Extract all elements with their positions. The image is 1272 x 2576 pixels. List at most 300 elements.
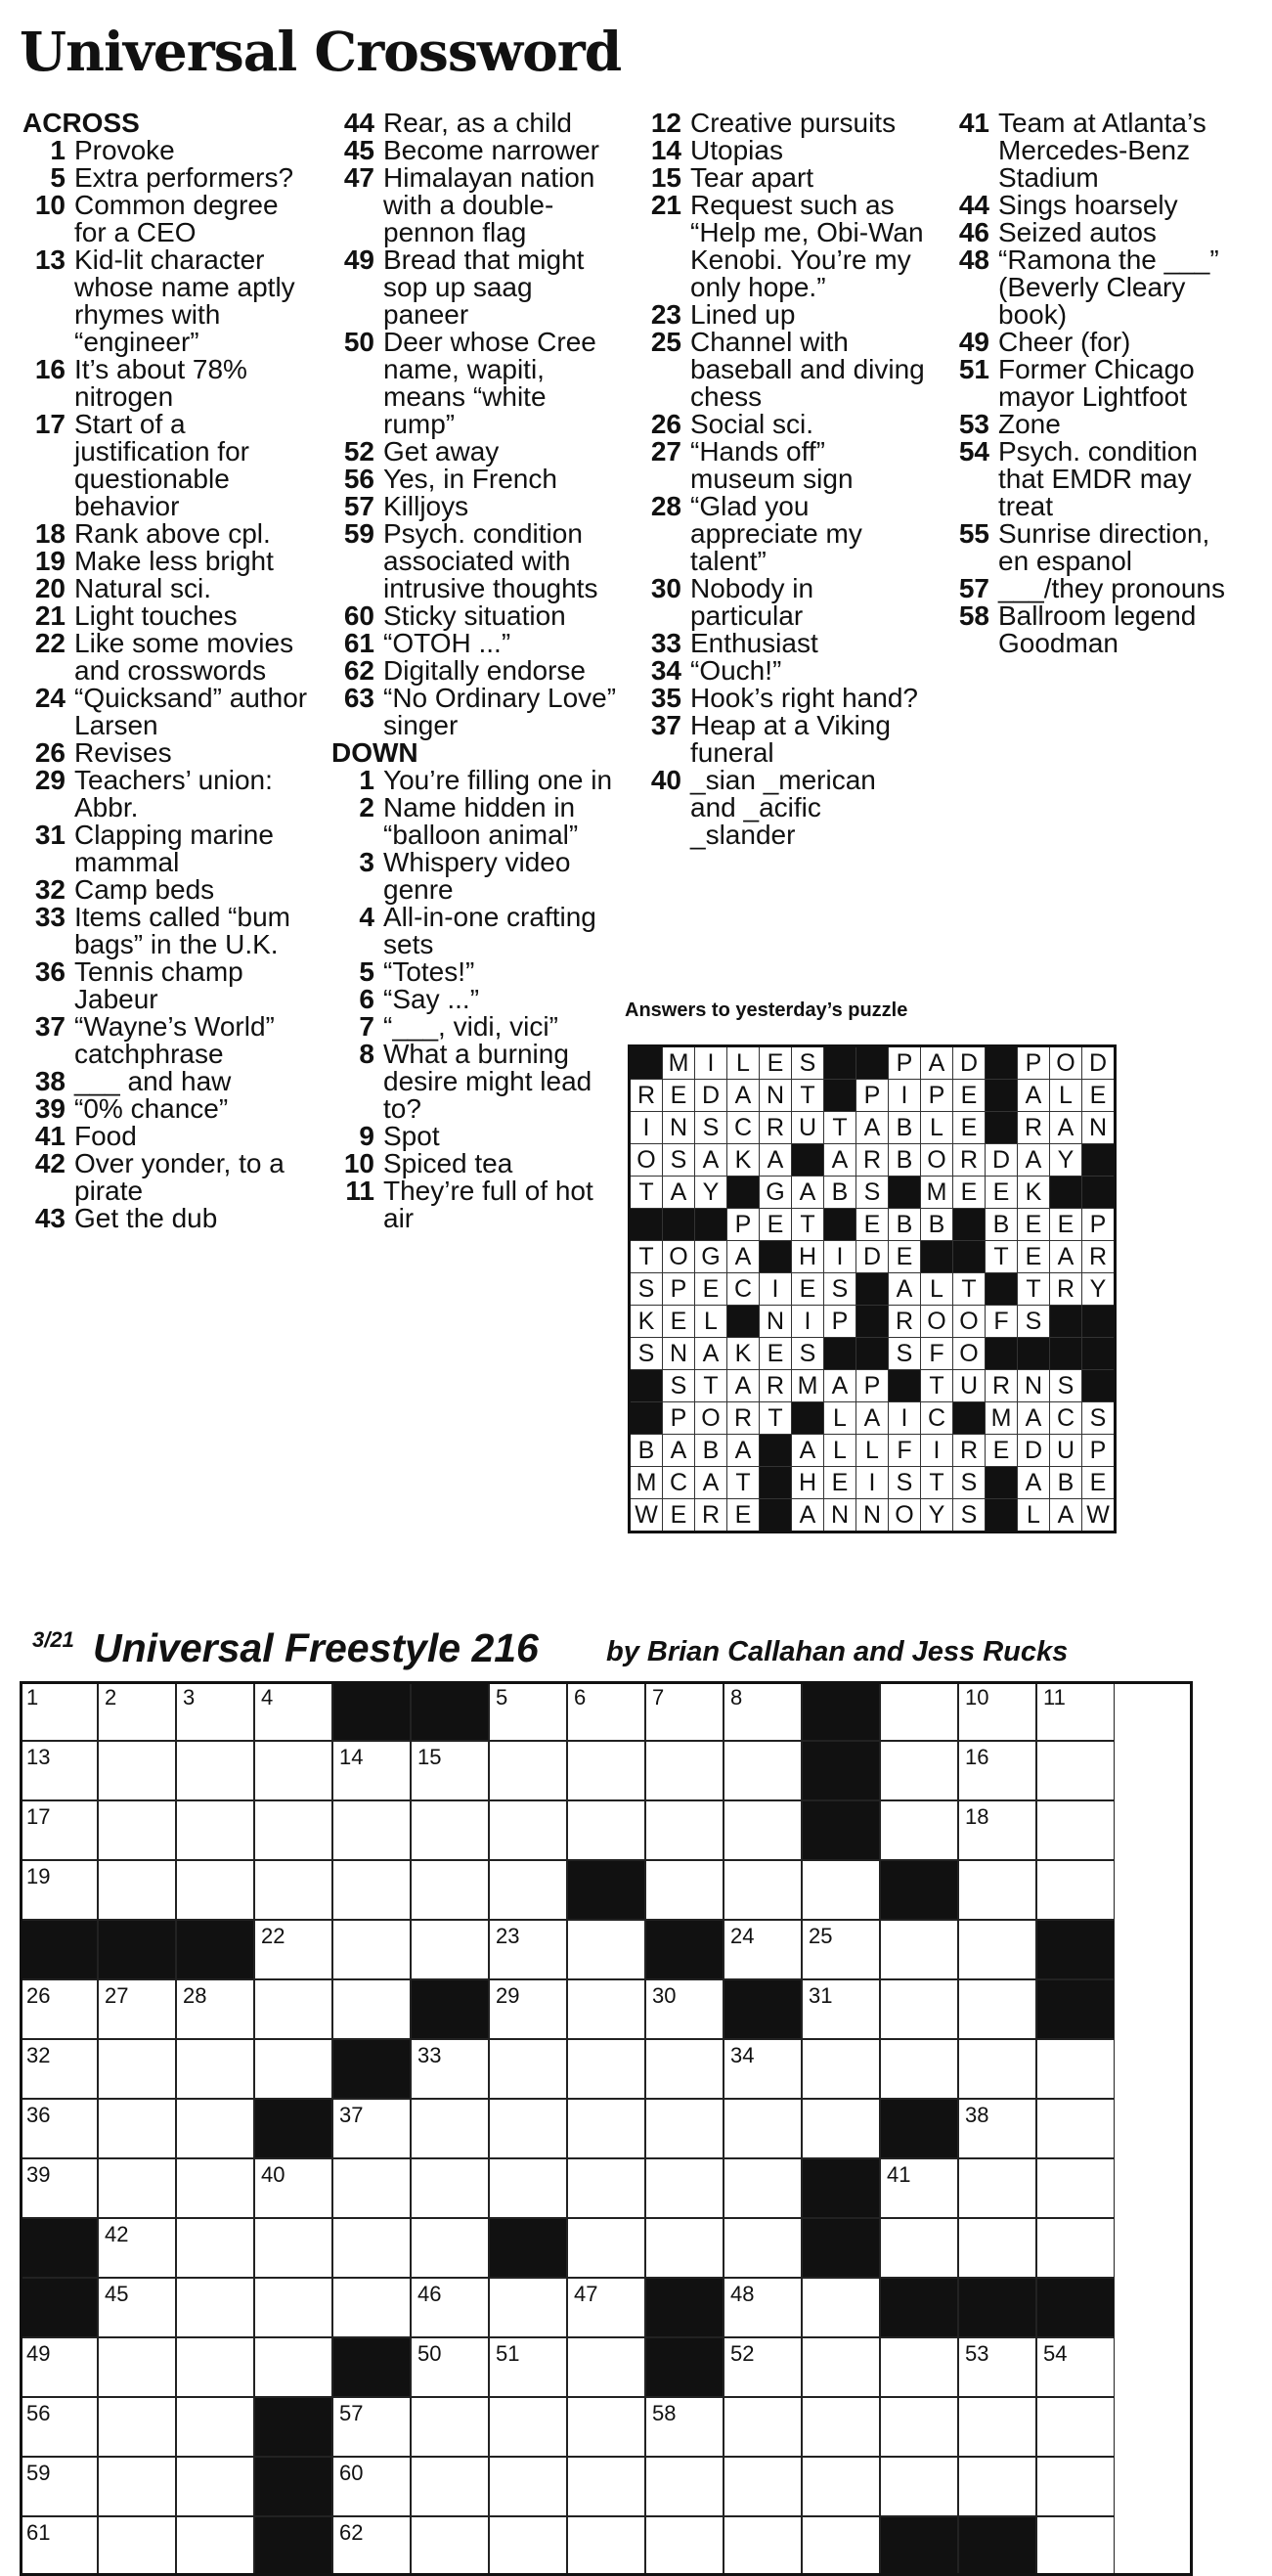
grid-cell[interactable] <box>489 2099 567 2158</box>
answers-row <box>630 1499 1116 1532</box>
grid-cell[interactable] <box>958 2039 1036 2099</box>
grid-cell[interactable] <box>802 1979 880 2039</box>
grid-cell[interactable] <box>20 1741 98 1800</box>
grid-cell[interactable] <box>411 1800 489 1860</box>
answers-block-cell <box>953 1209 986 1241</box>
answers-letter-cell: R <box>760 1370 792 1402</box>
clue-text: Start of a justification for questionable behavior <box>74 409 249 521</box>
clue-number: 38 <box>34 1066 66 1096</box>
grid-cell[interactable] <box>567 2516 645 2576</box>
grid-cell[interactable] <box>489 2337 567 2397</box>
grid-cell[interactable] <box>411 2457 489 2516</box>
clue <box>20 137 313 164</box>
grid-cell[interactable] <box>1036 2218 1115 2278</box>
grid-cell[interactable] <box>98 2337 176 2397</box>
grid-cell[interactable] <box>567 2099 645 2158</box>
grid-cell[interactable] <box>176 2218 254 2278</box>
grid-cell[interactable] <box>20 2337 98 2397</box>
answers-letter-cell: B <box>921 1209 953 1241</box>
grid-cell[interactable] <box>176 2397 254 2457</box>
answers-block-cell <box>986 1338 1018 1370</box>
grid-cell[interactable] <box>20 1860 98 1920</box>
grid-cell[interactable] <box>489 1800 567 1860</box>
answers-letter-cell: L <box>921 1112 953 1144</box>
grid-cell[interactable] <box>489 2039 567 2099</box>
grid-cell[interactable] <box>958 2158 1036 2218</box>
grid-cell[interactable] <box>254 1860 332 1920</box>
grid-cell[interactable] <box>645 2099 724 2158</box>
answers-letter-cell: N <box>663 1338 695 1370</box>
grid-cell[interactable] <box>20 1979 98 2039</box>
grid-cell[interactable] <box>567 2039 645 2099</box>
grid-cell[interactable] <box>332 2099 411 2158</box>
answers-letter-cell: N <box>1082 1112 1116 1144</box>
clue-text: Rear, as a child <box>383 108 572 138</box>
grid-cell[interactable] <box>645 2457 724 2516</box>
grid-cell[interactable] <box>645 2039 724 2099</box>
black-square <box>254 2099 332 2158</box>
grid-cell[interactable] <box>958 1979 1036 2039</box>
grid-cell[interactable] <box>332 1800 411 1860</box>
grid-cell[interactable] <box>567 1741 645 1800</box>
grid-cell[interactable] <box>1036 2337 1115 2397</box>
cell-number: 50 <box>417 2341 442 2366</box>
grid-cell[interactable] <box>645 2158 724 2218</box>
clue-number: 41 <box>958 108 989 138</box>
grid-cell[interactable] <box>411 1860 489 1920</box>
clue-text: Request such as “Help me, Obi-Wan Kenobi. You’re my only hope.” <box>690 190 924 302</box>
grid-cell[interactable] <box>645 1681 724 1741</box>
grid-cell[interactable] <box>98 1681 176 1741</box>
answers-block-cell <box>630 1046 663 1080</box>
grid-cell[interactable] <box>254 2337 332 2397</box>
grid-cell[interactable] <box>20 2457 98 2516</box>
grid-cell[interactable] <box>20 2397 98 2457</box>
cell-number: 62 <box>339 2520 364 2545</box>
answers-letter-cell: Y <box>921 1499 953 1532</box>
grid-cell[interactable] <box>724 2218 802 2278</box>
cell-number: 10 <box>965 1685 989 1710</box>
grid-cell[interactable] <box>724 2158 802 2218</box>
grid-cell[interactable] <box>332 1920 411 1979</box>
answers-letter-cell: A <box>856 1402 889 1435</box>
grid-cell[interactable] <box>254 1920 332 1979</box>
grid-cell[interactable] <box>724 1860 802 1920</box>
grid-cell[interactable] <box>411 2099 489 2158</box>
grid-cell[interactable] <box>645 1860 724 1920</box>
clue-text: Killjoys <box>383 491 469 521</box>
grid-cell[interactable] <box>645 1800 724 1860</box>
grid-cell[interactable] <box>98 1979 176 2039</box>
answers-letter-cell: A <box>727 1370 760 1402</box>
grid-cell[interactable] <box>20 2099 98 2158</box>
grid-cell[interactable] <box>1036 2039 1115 2099</box>
grid-cell[interactable] <box>802 2516 880 2576</box>
grid-cell[interactable] <box>411 2158 489 2218</box>
grid-cell[interactable] <box>958 2337 1036 2397</box>
clue-number: 37 <box>34 1011 66 1042</box>
grid-cell[interactable] <box>880 2337 958 2397</box>
black-square <box>20 2278 98 2337</box>
grid-cell[interactable] <box>98 2516 176 2576</box>
answers-letter-cell: G <box>695 1241 727 1273</box>
answers-row <box>630 1273 1116 1306</box>
clue-text: Cheer (for) <box>998 327 1131 357</box>
grid-cell[interactable] <box>1036 1800 1115 1860</box>
grid-cell[interactable] <box>645 2516 724 2576</box>
grid-cell[interactable] <box>724 2516 802 2576</box>
clue <box>329 904 622 958</box>
answers-letter-cell: M <box>986 1402 1018 1435</box>
grid-cell[interactable] <box>567 2278 645 2337</box>
grid-cell[interactable] <box>176 1741 254 1800</box>
answers-block-cell <box>630 1370 663 1402</box>
puzzle-title: Universal Freestyle 216 <box>93 1625 539 1670</box>
grid-cell[interactable] <box>20 2158 98 2218</box>
grid-cell[interactable] <box>724 2457 802 2516</box>
grid-cell[interactable] <box>724 2278 802 2337</box>
grid-cell[interactable] <box>332 2278 411 2337</box>
grid-cell[interactable] <box>20 2039 98 2099</box>
clue <box>943 520 1237 575</box>
answers-letter-cell: A <box>727 1241 760 1273</box>
grid-cell[interactable] <box>176 2099 254 2158</box>
clue-text: Channel with baseball and diving chess <box>690 327 925 412</box>
grid-cell[interactable] <box>489 1979 567 2039</box>
grid-cell[interactable] <box>567 2158 645 2218</box>
answers-row <box>630 1209 1116 1241</box>
answers-block-cell <box>986 1499 1018 1532</box>
grid-cell[interactable] <box>880 1800 958 1860</box>
clue-text: Provoke <box>74 135 175 165</box>
grid-cell[interactable] <box>880 1681 958 1741</box>
grid-cell[interactable] <box>98 1860 176 1920</box>
answers-letter-cell: S <box>663 1144 695 1177</box>
clue-number: 43 <box>34 1203 66 1233</box>
clue <box>329 110 622 137</box>
grid-cell[interactable] <box>489 1741 567 1800</box>
black-square <box>880 1860 958 1920</box>
answers-letter-cell: L <box>695 1306 727 1338</box>
answers-block-cell <box>986 1046 1018 1080</box>
grid-cell[interactable] <box>958 2457 1036 2516</box>
clue <box>20 767 313 822</box>
grid-cell[interactable] <box>254 2039 332 2099</box>
grid-cell[interactable] <box>332 1860 411 1920</box>
clue-number: 7 <box>359 1011 374 1042</box>
grid-cell[interactable] <box>176 2457 254 2516</box>
grid-cell[interactable] <box>176 1979 254 2039</box>
grid-cell[interactable] <box>176 2278 254 2337</box>
grid-cell[interactable] <box>1036 1741 1115 1800</box>
clue-number: 30 <box>650 573 681 603</box>
page-title: Universal Crossword <box>20 20 622 83</box>
grid-cell[interactable] <box>802 2397 880 2457</box>
grid-cell[interactable] <box>880 2218 958 2278</box>
grid-cell[interactable] <box>880 2457 958 2516</box>
grid-cell[interactable] <box>176 2337 254 2397</box>
grid-cell[interactable] <box>20 2516 98 2576</box>
grid-cell[interactable] <box>645 1979 724 2039</box>
clue-number: 52 <box>343 436 374 466</box>
grid-cell[interactable] <box>880 1741 958 1800</box>
grid-cell[interactable] <box>880 1979 958 2039</box>
answers-letter-cell: A <box>1050 1499 1082 1532</box>
grid-cell[interactable] <box>802 2099 880 2158</box>
answers-letter-cell: S <box>953 1499 986 1532</box>
answers-letter-cell: I <box>824 1241 856 1273</box>
black-square <box>645 2337 724 2397</box>
grid-cell[interactable] <box>254 2158 332 2218</box>
clue-text: Spot <box>383 1121 440 1151</box>
grid-cell[interactable] <box>567 1920 645 1979</box>
black-square <box>958 2278 1036 2337</box>
grid-cell[interactable] <box>724 2039 802 2099</box>
grid-cell[interactable] <box>98 2158 176 2218</box>
clue-text: Sings hoarsely <box>998 190 1178 220</box>
grid-cell[interactable] <box>411 2218 489 2278</box>
grid-cell[interactable] <box>958 1920 1036 1979</box>
answers-block-cell <box>727 1177 760 1209</box>
grid-cell[interactable] <box>567 2397 645 2457</box>
answers-block-cell <box>1050 1306 1082 1338</box>
cell-number: 57 <box>339 2401 364 2425</box>
grid-cell[interactable] <box>880 2397 958 2457</box>
answers-letter-cell: M <box>663 1046 695 1080</box>
grid-cell[interactable] <box>176 1860 254 1920</box>
grid-cell[interactable] <box>489 1681 567 1741</box>
grid-cell[interactable] <box>567 1979 645 2039</box>
grid-cell[interactable] <box>958 2099 1036 2158</box>
grid-cell[interactable] <box>176 2516 254 2576</box>
grid-cell[interactable] <box>958 1741 1036 1800</box>
grid-cell[interactable] <box>724 1681 802 1741</box>
grid-cell[interactable] <box>567 2337 645 2397</box>
answers-block-cell <box>1082 1338 1116 1370</box>
clue-number: 28 <box>650 491 681 521</box>
grid-cell[interactable] <box>411 2516 489 2576</box>
clue-text: Bread that might sop up saag paneer <box>383 244 585 330</box>
grid-cell[interactable] <box>98 2099 176 2158</box>
answers-letter-cell: O <box>953 1338 986 1370</box>
answers-letter-cell: S <box>824 1273 856 1306</box>
answers-letter-cell: F <box>986 1306 1018 1338</box>
clue <box>20 356 313 411</box>
grid-cell[interactable] <box>20 1681 98 1741</box>
grid-cell[interactable] <box>489 1860 567 1920</box>
grid-cell[interactable] <box>567 2218 645 2278</box>
clue <box>943 110 1237 192</box>
answers-letter-cell: A <box>792 1499 824 1532</box>
answers-letter-cell: S <box>953 1467 986 1499</box>
clue-number: 19 <box>34 546 66 576</box>
answers-letter-cell: L <box>824 1435 856 1467</box>
grid-cell[interactable] <box>254 2218 332 2278</box>
grid-cell[interactable] <box>411 1741 489 1800</box>
grid-cell[interactable] <box>411 1920 489 1979</box>
grid-cell[interactable] <box>724 2099 802 2158</box>
clue <box>20 904 313 958</box>
clue <box>20 1068 313 1095</box>
grid-cell[interactable] <box>254 1979 332 2039</box>
grid-cell[interactable] <box>176 2039 254 2099</box>
grid-cell[interactable] <box>880 1920 958 1979</box>
grid-cell[interactable] <box>802 1860 880 1920</box>
cell-number: 7 <box>652 1685 665 1710</box>
grid-cell[interactable] <box>489 1920 567 1979</box>
grid-cell[interactable] <box>98 1800 176 1860</box>
grid-cell[interactable] <box>411 2337 489 2397</box>
clue <box>329 1123 622 1150</box>
grid-cell[interactable] <box>489 2516 567 2576</box>
grid-cell[interactable] <box>254 2278 332 2337</box>
answers-letter-cell: N <box>824 1499 856 1532</box>
answers-letter-cell: S <box>630 1338 663 1370</box>
cell-number: 49 <box>26 2341 51 2366</box>
clue <box>329 466 622 493</box>
clue-text: Kid-lit character whose name aptly rhymes with “engineer” <box>74 244 295 357</box>
grid-cell[interactable] <box>489 2397 567 2457</box>
clue-number: 18 <box>34 518 66 549</box>
clue <box>943 356 1237 411</box>
cell-number: 61 <box>26 2520 51 2545</box>
answers-letter-cell: M <box>792 1370 824 1402</box>
grid-cell[interactable] <box>958 1800 1036 1860</box>
grid-cell[interactable] <box>254 1681 332 1741</box>
answers-letter-cell: M <box>630 1467 663 1499</box>
clue-number: 10 <box>343 1148 374 1178</box>
clue-text: Teachers’ union: Abbr. <box>74 765 273 822</box>
grid-cell[interactable] <box>958 1860 1036 1920</box>
clue-number: 39 <box>34 1093 66 1124</box>
answers-letter-cell: E <box>760 1338 792 1370</box>
grid-cell[interactable] <box>98 2218 176 2278</box>
clue <box>329 602 622 630</box>
answers-letter-cell: Y <box>1082 1273 1116 1306</box>
grid-cell[interactable] <box>645 2218 724 2278</box>
grid-cell[interactable] <box>254 1741 332 1800</box>
grid-cell[interactable] <box>802 1920 880 1979</box>
grid-cell[interactable] <box>411 2039 489 2099</box>
grid-cell[interactable] <box>332 2218 411 2278</box>
clue-text: Social sci. <box>690 409 814 439</box>
clue-number: 12 <box>650 108 681 138</box>
grid-cell[interactable] <box>98 2278 176 2337</box>
grid-cell[interactable] <box>958 2397 1036 2457</box>
answers-letter-cell: E <box>727 1499 760 1532</box>
grid-cell[interactable] <box>802 2039 880 2099</box>
answers-letter-cell: N <box>856 1499 889 1532</box>
grid-cell[interactable] <box>880 2039 958 2099</box>
grid-cell[interactable] <box>176 1800 254 1860</box>
clue <box>329 986 622 1013</box>
clue <box>20 164 313 192</box>
clue-number: 57 <box>343 491 374 521</box>
grid-cell[interactable] <box>332 2397 411 2457</box>
cell-number: 59 <box>26 2461 51 2485</box>
grid-cell[interactable] <box>489 2278 567 2337</box>
grid-cell[interactable] <box>489 2457 567 2516</box>
answers-letter-cell: P <box>856 1080 889 1112</box>
grid-cell[interactable] <box>20 1800 98 1860</box>
answers-letter-cell: R <box>953 1435 986 1467</box>
grid-cell[interactable] <box>958 2218 1036 2278</box>
grid-cell[interactable] <box>724 1800 802 1860</box>
answers-letter-cell: L <box>727 1046 760 1080</box>
cell-number: 40 <box>261 2162 285 2187</box>
answers-letter-cell: R <box>986 1370 1018 1402</box>
black-square <box>254 2397 332 2457</box>
grid-cell[interactable] <box>567 1681 645 1741</box>
grid-cell[interactable] <box>254 1800 332 1860</box>
grid-cell[interactable] <box>567 1800 645 1860</box>
grid-cell[interactable] <box>411 2278 489 2337</box>
grid-cell[interactable] <box>880 2158 958 2218</box>
grid-cell[interactable] <box>176 1681 254 1741</box>
clue-text: Heap at a Viking funeral <box>690 710 891 768</box>
grid-cell[interactable] <box>1036 1860 1115 1920</box>
grid-cell[interactable] <box>98 2457 176 2516</box>
black-square <box>98 1920 176 1979</box>
grid-cell[interactable] <box>802 2337 880 2397</box>
grid-cell[interactable] <box>332 1979 411 2039</box>
clue-text: Yes, in French <box>383 464 557 494</box>
grid-cell[interactable] <box>724 1920 802 1979</box>
grid-cell[interactable] <box>1036 2516 1115 2576</box>
grid-cell[interactable] <box>802 2457 880 2516</box>
grid-cell[interactable] <box>98 2039 176 2099</box>
answers-letter-cell: T <box>792 1080 824 1112</box>
grid-cell[interactable] <box>1036 1681 1115 1741</box>
grid-cell[interactable] <box>332 2457 411 2516</box>
grid-cell[interactable] <box>958 1681 1036 1741</box>
grid-cell[interactable] <box>1036 2158 1115 2218</box>
answers-letter-cell: U <box>953 1370 986 1402</box>
cell-number: 42 <box>105 2222 129 2246</box>
clue-number: 10 <box>34 190 66 220</box>
grid-cell[interactable] <box>489 2158 567 2218</box>
grid-cell[interactable] <box>1036 2457 1115 2516</box>
cell-number: 48 <box>730 2282 755 2306</box>
grid-cell[interactable] <box>98 1741 176 1800</box>
clue <box>943 575 1237 602</box>
grid-cell[interactable] <box>724 2337 802 2397</box>
answers-letter-cell: E <box>889 1241 921 1273</box>
clue-number: 21 <box>34 600 66 631</box>
answers-letter-cell: L <box>856 1435 889 1467</box>
grid-cell[interactable] <box>411 2397 489 2457</box>
grid-cell[interactable] <box>724 1741 802 1800</box>
grid-cell[interactable] <box>98 2397 176 2457</box>
answers-letter-cell: B <box>824 1177 856 1209</box>
grid-cell[interactable] <box>1036 2397 1115 2457</box>
grid-cell[interactable] <box>802 2278 880 2337</box>
clue <box>943 438 1237 520</box>
grid-cell[interactable] <box>332 2516 411 2576</box>
grid-cell[interactable] <box>176 2158 254 2218</box>
clue-text: Psych. condition associated with intrusive thoughts <box>383 518 598 603</box>
clue-text: _sian _merican and _acific _slander <box>690 765 876 850</box>
grid-cell[interactable] <box>645 2397 724 2457</box>
answers-block-cell <box>953 1241 986 1273</box>
grid-cell[interactable] <box>724 2397 802 2457</box>
grid-cell[interactable] <box>567 2457 645 2516</box>
grid-cell[interactable] <box>645 1741 724 1800</box>
grid-cell[interactable] <box>332 1741 411 1800</box>
grid-cell[interactable] <box>1036 2099 1115 2158</box>
grid-cell[interactable] <box>332 2158 411 2218</box>
clue-number: 57 <box>958 573 989 603</box>
